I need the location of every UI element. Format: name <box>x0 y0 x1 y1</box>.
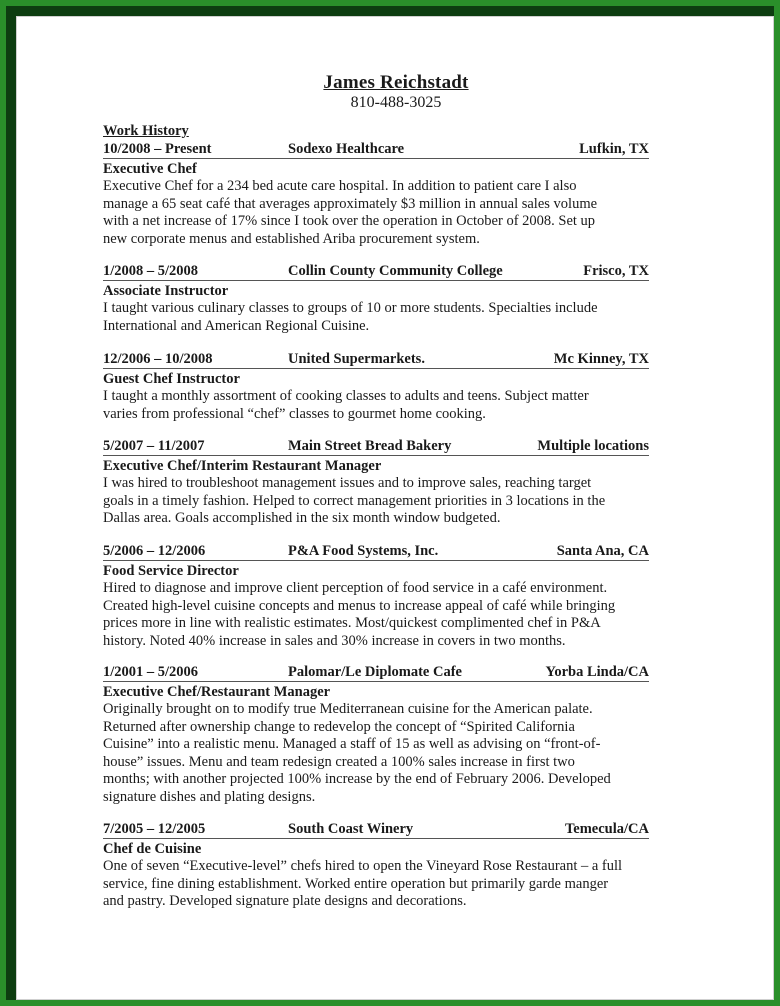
job-dates: 7/2005 – 12/2005 <box>103 821 206 837</box>
description-line: signature dishes and plating designs. <box>103 788 316 805</box>
job-organization: Main Street Bread Bakery <box>288 438 452 454</box>
job-organization: P&A Food Systems, Inc. <box>288 543 439 559</box>
job-description <box>103 858 649 911</box>
job-title: Food Service Director <box>103 563 239 579</box>
job-location: Temecula/CA <box>564 821 649 837</box>
job-title: Executive Chef/Restaurant Manager <box>103 684 331 700</box>
job-description <box>103 388 649 423</box>
description-line: Executive Chef for a 234 bed acute care hospital. In addition to patient care I also <box>103 178 577 194</box>
job-entry <box>103 664 649 807</box>
description-line: house” issues. Menu and team redesign created a 100% sales increase in first two <box>103 753 575 770</box>
candidate-name: James Reichstadt <box>323 72 469 93</box>
description-line: varies from professional “chef” classes to gourmet home cooking. <box>103 405 486 422</box>
job-title: Guest Chef Instructor <box>103 371 240 387</box>
description-line: service, fine dining establishment. Worked entire operation but primarily garde manger <box>103 875 609 892</box>
job-organization: South Coast Winery <box>288 821 414 837</box>
job-header-row <box>103 263 649 281</box>
job-header-row <box>103 141 649 159</box>
job-organization: Sodexo Healthcare <box>288 141 405 157</box>
job-header-row <box>103 351 649 369</box>
job-entry <box>103 263 649 335</box>
description-line: One of seven “Executive-level” chefs hired to open the Vineyard Rose Restaurant – a full <box>103 858 623 874</box>
job-description <box>103 178 649 248</box>
job-dates: 5/2006 – 12/2006 <box>103 543 206 559</box>
job-header-row <box>103 664 649 682</box>
phone-number: 810-488-3025 <box>350 94 442 111</box>
job-dates: 10/2008 – Present <box>103 141 212 157</box>
job-entry <box>103 543 649 650</box>
job-description <box>103 300 649 335</box>
description-line: new corporate menus and established Ariba procurement system. <box>103 230 480 247</box>
job-title: Executive Chef/Interim Restaurant Manager <box>103 458 382 474</box>
job-location: Lufkin, TX <box>579 141 649 157</box>
job-entry <box>103 438 649 528</box>
job-dates: 1/2001 – 5/2006 <box>103 664 199 680</box>
job-dates: 12/2006 – 10/2008 <box>103 351 213 367</box>
description-line: I taught a monthly assortment of cooking classes to adults and teens. Subject matter <box>103 388 589 404</box>
job-location: Frisco, TX <box>583 263 649 279</box>
description-line: with a net increase of 17% since I took over the operation in October of 2008. Set up <box>103 213 596 230</box>
job-entry <box>103 351 649 423</box>
job-title: Chef de Cuisine <box>103 841 202 857</box>
description-line: months; with another projected 100% increase by the end of February 2006. Developed <box>103 771 611 788</box>
job-entry <box>103 821 649 911</box>
description-line: International and American Regional Cuisine. <box>103 317 370 334</box>
description-line: Originally brought on to modify true Mediterranean cuisine for the American palate. <box>103 701 593 717</box>
description-line: and pastry. Developed signature plate designs and decorations. <box>103 893 467 910</box>
description-line: Cuisine” into a realistic menu. Managed a staff of 15 as well as advising on “front-of- <box>103 736 601 753</box>
description-line: Hired to diagnose and improve client perception of food service in a café environment. <box>103 580 608 596</box>
job-location: Multiple locations <box>537 438 649 454</box>
job-location: Yorba Linda/CA <box>545 664 649 680</box>
description-line: I was hired to troubleshoot management issues and to improve sales, reaching target <box>103 475 592 491</box>
job-organization: United Supermarkets. <box>288 351 425 367</box>
job-title: Associate Instructor <box>103 283 229 299</box>
job-location: Santa Ana, CA <box>556 543 649 559</box>
description-line: goals in a timely fashion. Helped to correct management priorities in 3 locations in the <box>103 492 606 509</box>
job-entry <box>103 141 649 248</box>
resume-page <box>16 16 774 1000</box>
job-title: Executive Chef <box>103 161 197 177</box>
job-organization: Palomar/Le Diplomate Cafe <box>288 664 462 680</box>
description-line: Dallas area. Goals accomplished in the six month window budgeted. <box>103 510 501 527</box>
job-dates: 1/2008 – 5/2008 <box>103 263 199 279</box>
description-line: prices more in line with realistic estimates. Most/quickest complimented chef in P&A <box>103 615 601 632</box>
job-description <box>103 475 649 528</box>
section-title-work-history: Work History <box>103 123 189 139</box>
description-line: history. Noted 40% increase in sales and 30% increase in covers in two months. <box>103 632 566 649</box>
description-line: I taught various culinary classes to groups of 10 or more students. Specialties include <box>103 300 598 316</box>
job-header-row <box>103 543 649 561</box>
job-organization: Collin County Community College <box>288 263 503 279</box>
job-description <box>103 701 649 807</box>
job-dates: 5/2007 – 11/2007 <box>103 438 205 454</box>
description-line: Created high-level cuisine concepts and menus to increase appeal of café while bringing <box>103 597 616 614</box>
job-description <box>103 580 649 650</box>
job-location: Mc Kinney, TX <box>553 351 649 367</box>
description-line: Returned after ownership change to redevelop the concept of “Spirited California <box>103 718 575 735</box>
job-header-row <box>103 438 649 456</box>
job-header-row <box>103 821 649 839</box>
description-line: manage a 65 seat café that averages approximately $3 million in annual sales volume <box>103 195 598 212</box>
